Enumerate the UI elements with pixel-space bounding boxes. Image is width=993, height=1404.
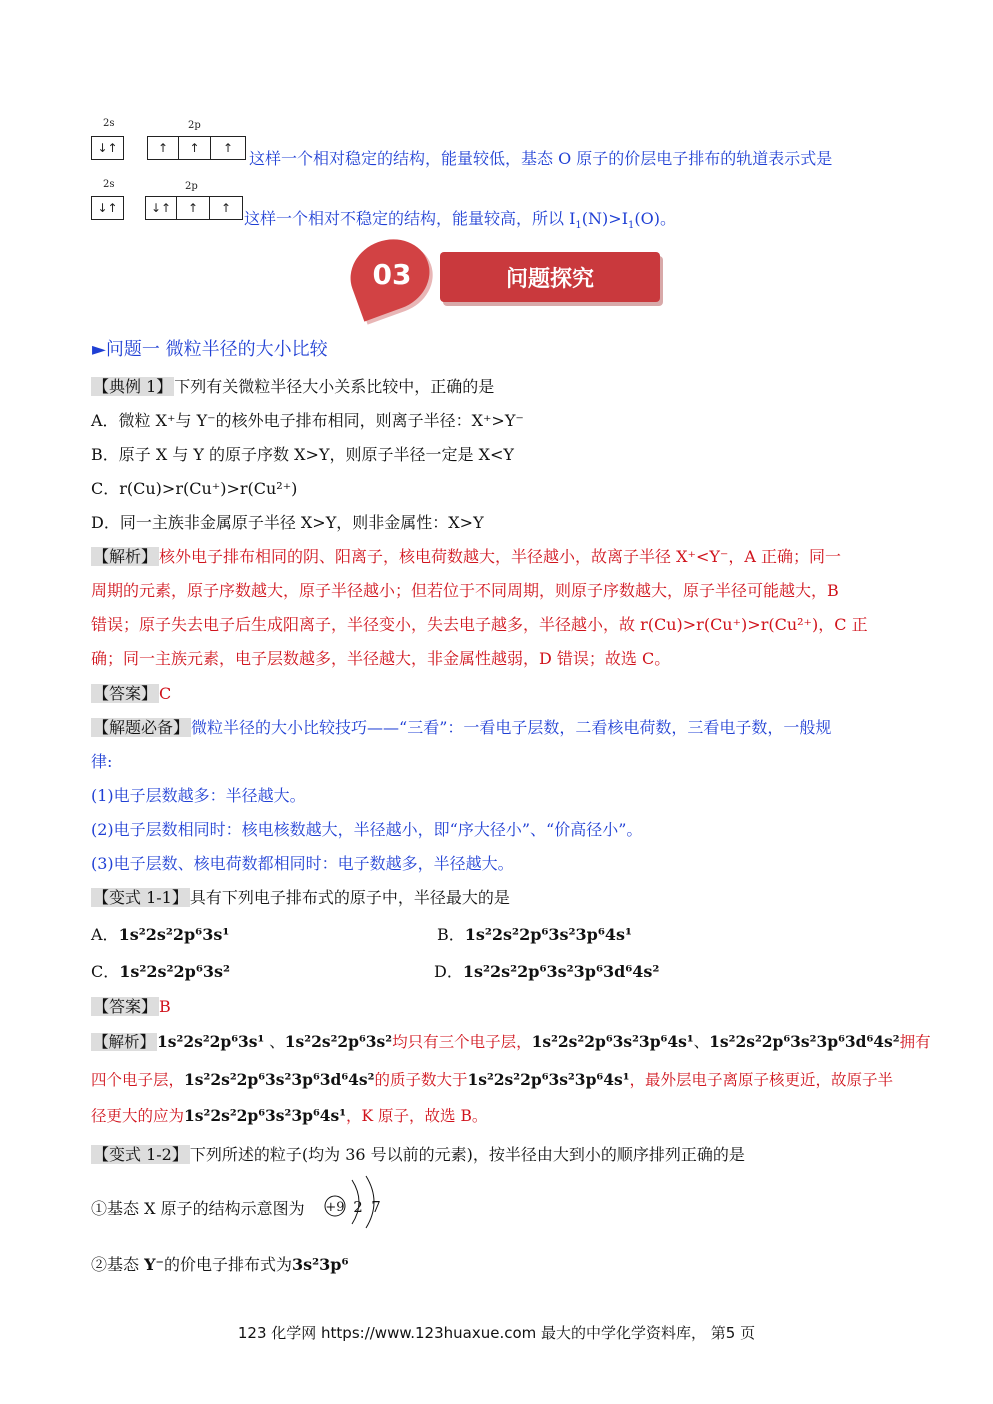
intro-line-2 bbox=[244, 206, 676, 232]
item-text: ②基态 bbox=[91, 1255, 145, 1274]
atom-structure-diagram bbox=[320, 1172, 390, 1232]
answer-tag: 【答案】 bbox=[93, 997, 158, 1016]
orbital-label-2p: 2p bbox=[185, 181, 198, 192]
option-a: A．微粒 X⁺与 Y⁻的核外电子排布相同，则离子半径：X⁺>Y⁻ bbox=[91, 411, 524, 430]
variant-option-d bbox=[434, 959, 659, 982]
analysis-tag: 【解析】 bbox=[93, 547, 158, 566]
orbital-cell: ↑ bbox=[177, 197, 210, 219]
answer-2 bbox=[91, 994, 171, 1017]
answer-1 bbox=[91, 681, 171, 704]
analysis-line-3: 错误；原子失去电子后生成阳离子，半径变小，失去电子越多，半径越小，故 r(Cu)>r(Cu⁺)>r(Cu²⁺)，C 正 bbox=[91, 615, 868, 634]
analysis-text: 均只有三个电子层， bbox=[392, 1033, 532, 1051]
nucleus-charge: +9 bbox=[325, 1200, 345, 1215]
variant-option-a bbox=[91, 922, 229, 945]
shell-electron-count: 2 bbox=[353, 1198, 363, 1216]
electron-config: 1s²2s²2p⁶3s²3p⁶3d⁶4s² bbox=[462, 962, 660, 981]
tips-item-3: (3)电子层数、核电荷数都相同时：电子数越多，半径越大。 bbox=[91, 854, 514, 873]
electron-config: 1s²2s²2p⁶3s²3p⁶4s¹ bbox=[464, 925, 633, 944]
analysis-text: 核外电子排布相同的阴、阳离子，核电荷数越大，半径越小，故离子半径 X⁺<Y⁻，A 正确；同一 bbox=[159, 547, 841, 566]
variant-tag: 【变式 1-2】 bbox=[93, 1145, 188, 1164]
tips-line-2: 律: bbox=[91, 752, 113, 771]
variant-2-item-1: ①基态 X 原子的结构示意图为 bbox=[91, 1199, 305, 1218]
orbital-box-2s bbox=[91, 136, 124, 160]
answer-tag: 【答案】 bbox=[93, 684, 158, 703]
intro-text: (O)。 bbox=[634, 209, 676, 228]
orbital-cell: ↑ bbox=[220, 201, 232, 215]
orbital-cell: ↓↑ bbox=[97, 201, 118, 215]
tips-item-2: (2)电子层数相同时：核电核数越大，半径越小，即“序大径小”、“价高径小”。 bbox=[91, 820, 643, 839]
electron-config: 1s²2s²2p⁶3s²3p⁶4s¹ bbox=[184, 1106, 347, 1125]
option-c: C．r(Cu)>r(Cu⁺)>r(Cu²⁺) bbox=[91, 479, 298, 498]
separator: 、 bbox=[264, 1033, 285, 1051]
analysis-text: ，最外层电子离原子核更近，故原子半 bbox=[629, 1071, 894, 1089]
variant-option-c bbox=[91, 959, 230, 982]
electron-config: 1s²2s²2p⁶3s² bbox=[284, 1032, 393, 1051]
question-text: 具有下列电子排布式的原子中，半径最大的是 bbox=[189, 888, 510, 907]
orbital-box-2s bbox=[91, 196, 124, 220]
intro-line-1: 这样一个相对稳定的结构，能量较低，基态 O 原子的价层电子排布的轨道表示式是 bbox=[249, 149, 833, 168]
variant-tag: 【变式 1-1】 bbox=[93, 888, 188, 907]
option-b: B．原子 X 与 Y 的原子序数 X>Y，则原子半径一定是 X<Y bbox=[91, 445, 514, 464]
orbital-label-2s: 2s bbox=[103, 118, 115, 129]
answer-value: B bbox=[159, 997, 171, 1016]
orbital-label-2s: 2s bbox=[103, 179, 115, 190]
orbital-cell: ↓↑ bbox=[97, 141, 118, 155]
electron-config: 1s²2s²2p⁶3s²3p⁶3d⁶4s² bbox=[709, 1032, 900, 1051]
problem-heading: ►问题一 微粒半径的大小比较 bbox=[92, 339, 328, 360]
tips-text: 微粒半径的大小比较技巧——“三看”：一看电子层数，二看核电荷数，三看电子数，一般规 bbox=[191, 718, 832, 737]
section-title: 问题探究 bbox=[440, 252, 660, 302]
analysis2-line-1 bbox=[91, 1030, 931, 1052]
item-text: 的价电子排布式为 bbox=[163, 1255, 292, 1274]
subscript: 1 bbox=[628, 220, 635, 232]
orbital-label-2p: 2p bbox=[188, 120, 201, 131]
tips-tag: 【解题必备】 bbox=[93, 718, 190, 737]
intro-text: 这样一个相对不稳定的结构，能量较高，所以 I bbox=[244, 209, 576, 228]
option-d: D．同一主族非金属原子半径 X>Y，则非金属性：X>Y bbox=[91, 513, 484, 532]
orbital-cell: ↑ bbox=[222, 141, 234, 155]
analysis-text: ，K 原子，故选 B。 bbox=[346, 1107, 488, 1125]
answer-value: C bbox=[159, 684, 172, 703]
page-footer: 123 化学网 https://www.123huaxue.com 最大的中学化学资料库， 第5 页 bbox=[237, 1324, 756, 1342]
analysis-line-2: 周期的元素，原子序数越大，原子半径越小；但若位于不同周期，则原子序数越大，原子半径可能越大，B bbox=[91, 581, 839, 600]
separator: 、 bbox=[693, 1033, 710, 1051]
tips-item-1: (1)电子层数越多：半径越大。 bbox=[91, 786, 306, 805]
example-question bbox=[91, 374, 494, 397]
electron-config: 1s²2s²2p⁶3s²3p⁶4s¹ bbox=[467, 1070, 630, 1089]
variant-1-question bbox=[91, 885, 510, 908]
analysis-line-4: 确；同一主族元素，电子层数越多，半径越大，非金属性越弱，D 错误；故选 C。 bbox=[91, 649, 671, 668]
orbital-box-2p bbox=[145, 196, 243, 220]
option-label: A． bbox=[91, 925, 119, 944]
analysis2-line-2 bbox=[91, 1068, 893, 1090]
question-text: 下列所述的粒子(均为 36 号以前的元素)，按半径由大到小的顺序排列正确的是 bbox=[189, 1145, 745, 1164]
analysis-tag: 【解析】 bbox=[93, 1033, 156, 1051]
subscript: 1 bbox=[575, 220, 582, 232]
analysis-text: 径更大的应为 bbox=[91, 1107, 185, 1125]
tips-line-1 bbox=[91, 715, 831, 738]
ion-symbol: Y⁻ bbox=[144, 1255, 164, 1274]
analysis-text: 拥有 bbox=[899, 1033, 931, 1051]
analysis-text: 的质子数大于 bbox=[374, 1071, 468, 1089]
electron-config: 1s²2s²2p⁶3s²3p⁶4s¹ bbox=[531, 1032, 694, 1051]
intro-text: (N)>I bbox=[581, 209, 629, 228]
electron-config: 1s²2s²2p⁶3s¹ bbox=[118, 925, 230, 944]
electron-config: 3s²3p⁶ bbox=[291, 1255, 349, 1274]
section-number: 03 bbox=[372, 258, 412, 291]
question-text: 下列有关微粒半径大小关系比较中，正确的是 bbox=[174, 377, 495, 396]
option-label: D． bbox=[434, 962, 463, 981]
example-tag: 【典例 1】 bbox=[93, 377, 173, 396]
orbital-cell: ↑ bbox=[179, 137, 211, 159]
variant-2-question bbox=[91, 1142, 745, 1165]
shell-electron-count: 7 bbox=[371, 1198, 381, 1216]
electron-config: 1s²2s²2p⁶3s² bbox=[119, 962, 231, 981]
analysis2-line-3 bbox=[91, 1104, 487, 1126]
analysis-line-1 bbox=[91, 544, 841, 567]
electron-config: 1s²2s²2p⁶3s²3p⁶3d⁶4s² bbox=[184, 1070, 375, 1089]
option-label: C． bbox=[91, 962, 120, 981]
orbital-cell: ↑ bbox=[148, 137, 179, 159]
electron-config: 1s²2s²2p⁶3s¹ bbox=[157, 1032, 265, 1051]
analysis-text: 四个电子层， bbox=[91, 1071, 185, 1089]
variant-option-b bbox=[437, 922, 632, 945]
option-label: B． bbox=[437, 925, 465, 944]
variant-2-item-2 bbox=[91, 1252, 348, 1275]
orbital-cell: ↓↑ bbox=[146, 197, 177, 219]
orbital-box-2p bbox=[147, 136, 246, 160]
